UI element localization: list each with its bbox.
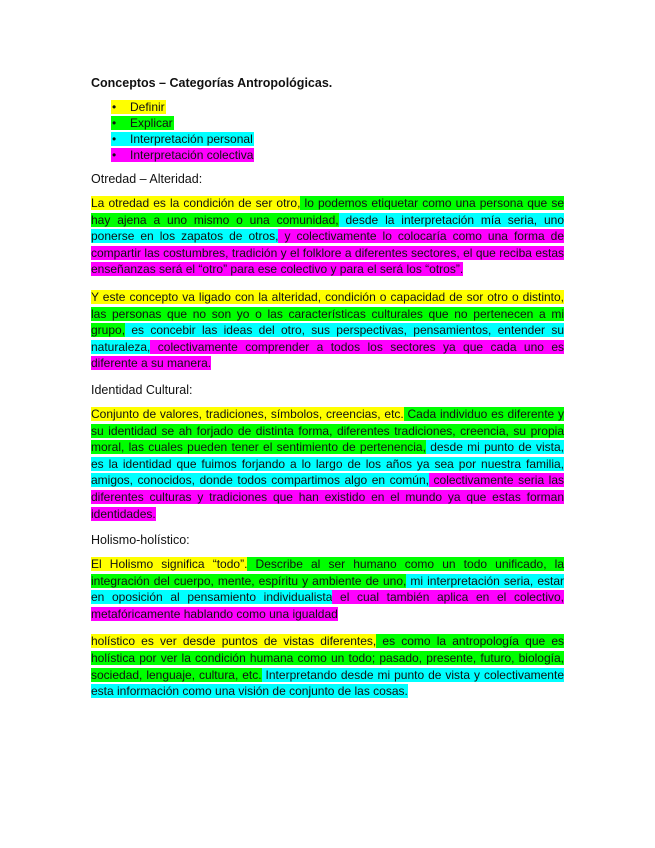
segment-explicar: Cada individuo es diferente y su identidad se ah forjado de distinta forma, diferentes tradiciones, creencia, su propia moral, las cuales pueden tener el sentimiento de pertenencia, bbox=[91, 406, 564, 455]
segment-explicar: las personas que no son yo o las características culturales que no pertenecen a mi grupo, bbox=[91, 306, 564, 338]
bullet-icon: • bbox=[112, 132, 117, 146]
segment-definir: La otredad es la condición de ser otro, bbox=[91, 196, 301, 210]
paragraph bbox=[91, 633, 564, 699]
legend-item-explicar bbox=[111, 115, 564, 131]
paragraph bbox=[91, 556, 564, 622]
page-title: Conceptos – Categorías Antropológicas. bbox=[91, 76, 333, 90]
legend-label: Interpretación colectiva bbox=[130, 148, 254, 162]
segment-colectiva: el cual también aplica en el colectivo, metafóricamente hablando como una igualdad bbox=[91, 590, 564, 621]
segment-definir: Conjunto de valores, tradiciones, símbolos, creencias, etc. bbox=[91, 406, 404, 421]
legend-label: Definir bbox=[130, 100, 165, 114]
bullet-icon: • bbox=[112, 116, 117, 130]
paragraph bbox=[91, 289, 564, 372]
segment-personal: es concebir las ideas del otro, sus perspectivas, pensamientos, entender su naturaleza, bbox=[91, 323, 564, 354]
segment-personal: desde mi punto de vista, es la identidad que fuimos forjando a lo largo de los años ya sea por nuestra familia, amigos, conocidos, donde todos compartimos algo en común, bbox=[91, 440, 564, 488]
segment-colectiva: colectivamente seria las diferentes culturas y tradiciones que han existido en el mundo ya que estas forman identidades. bbox=[91, 473, 564, 521]
segment-definir: Y este concepto va ligado con la alteridad, condición o capacidad de sor otro o distinto, bbox=[91, 289, 564, 304]
section-heading-identidad: Identidad Cultural: bbox=[91, 382, 193, 397]
category-legend bbox=[91, 99, 564, 163]
legend-label: Explicar bbox=[130, 116, 173, 130]
legend-item-interpretacion-personal bbox=[111, 131, 564, 147]
section-heading-holismo: Holismo-holístico: bbox=[91, 533, 190, 548]
segment-personal: Interpretando desde mi punto de vista y colectivamente esta información como una visión de conjunto de las cosas. bbox=[91, 667, 564, 699]
legend-item-interpretacion-colectiva bbox=[111, 147, 564, 163]
legend-item-definir bbox=[111, 99, 564, 115]
segment-definir: holístico es ver desde puntos de vistas diferentes, bbox=[91, 634, 377, 649]
segment-personal: mi interpretación seria, estar en oposición al pensamiento individualista bbox=[91, 573, 564, 605]
paragraph bbox=[91, 195, 564, 278]
bullet-icon: • bbox=[112, 100, 117, 114]
segment-explicar: Describe al ser humano como un todo unificado, la integración del cuerpo, mente, espíritu y ambiente de uno, bbox=[91, 557, 564, 588]
segment-colectiva: colectivamente comprender a todos los sectores ya que cada uno es diferente a su manera. bbox=[91, 339, 564, 371]
segment-explicar: lo podemos etiquetar como una persona que se hay ajena a uno mismo o una comunidad, bbox=[91, 196, 564, 227]
paragraph bbox=[91, 406, 564, 522]
segment-colectiva: y colectivamente lo colocaría como una forma de compartir las costumbres, tradición y el folklore a diferentes sectores, el que reciba estas enseñanzas será el “otro” para ese colectivo y para el será los “otros”. bbox=[91, 229, 564, 277]
segment-personal: desde la interpretación mía seria, uno ponerse en los zapatos de otros, bbox=[91, 212, 565, 244]
segment-explicar: es como la antropología que es holística por ver la condición humana como un todo; pasado, presente, futuro, biología, sociedad, lenguaje, cultura, etc. bbox=[91, 634, 564, 682]
section-heading-otredad: Otredad – Alteridad: bbox=[91, 172, 203, 186]
bullet-icon: • bbox=[112, 148, 117, 162]
document-content bbox=[91, 76, 564, 711]
segment-definir: El Holismo significa “todo”. bbox=[91, 557, 248, 572]
legend-label: Interpretación personal bbox=[130, 132, 253, 146]
